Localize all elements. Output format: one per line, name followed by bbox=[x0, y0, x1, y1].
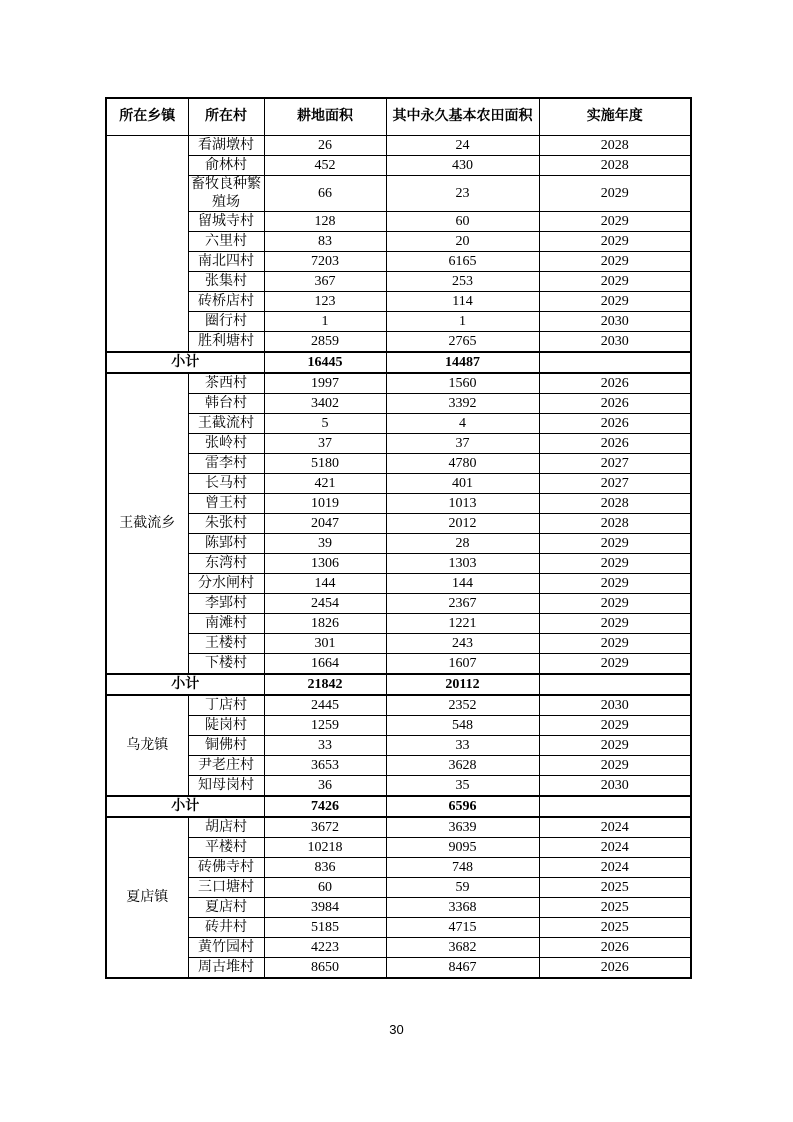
year-cell: 2029 bbox=[539, 634, 691, 654]
village-cell: 六里村 bbox=[188, 232, 264, 252]
village-cell: 俞林村 bbox=[188, 156, 264, 176]
table-row bbox=[106, 373, 691, 394]
village-cell: 丁店村 bbox=[188, 695, 264, 716]
table-row bbox=[106, 878, 691, 898]
cultivated-area-cell: 8650 bbox=[264, 958, 386, 979]
subtotal-cultivated-cell: 16445 bbox=[264, 352, 386, 373]
table-row bbox=[106, 716, 691, 736]
table-row bbox=[106, 514, 691, 534]
table-row bbox=[106, 938, 691, 958]
farmland-area-cell: 144 bbox=[386, 574, 539, 594]
subtotal-year-cell bbox=[539, 674, 691, 695]
township-cell: 夏店镇 bbox=[106, 817, 188, 978]
village-cell: 三口塘村 bbox=[188, 878, 264, 898]
table-row bbox=[106, 695, 691, 716]
farmland-area-cell: 3368 bbox=[386, 898, 539, 918]
cultivated-area-cell: 33 bbox=[264, 736, 386, 756]
subtotal-label-cell: 小计 bbox=[106, 796, 264, 817]
village-cell: 胡店村 bbox=[188, 817, 264, 838]
year-cell: 2026 bbox=[539, 958, 691, 979]
table-row bbox=[106, 272, 691, 292]
farmland-area-cell: 243 bbox=[386, 634, 539, 654]
year-cell: 2024 bbox=[539, 838, 691, 858]
table-row bbox=[106, 918, 691, 938]
year-cell: 2028 bbox=[539, 136, 691, 156]
cultivated-area-cell: 1019 bbox=[264, 494, 386, 514]
cultivated-area-cell: 2454 bbox=[264, 594, 386, 614]
year-cell: 2025 bbox=[539, 898, 691, 918]
table-row bbox=[106, 454, 691, 474]
table-row bbox=[106, 534, 691, 554]
farmland-area-cell: 2012 bbox=[386, 514, 539, 534]
farmland-table bbox=[105, 97, 692, 979]
village-cell: 张岭村 bbox=[188, 434, 264, 454]
farmland-area-cell: 6165 bbox=[386, 252, 539, 272]
subtotal-cultivated-cell: 21842 bbox=[264, 674, 386, 695]
cultivated-area-cell: 5180 bbox=[264, 454, 386, 474]
farmland-area-cell: 253 bbox=[386, 272, 539, 292]
year-cell: 2029 bbox=[539, 272, 691, 292]
table-row bbox=[106, 312, 691, 332]
cultivated-area-cell: 2859 bbox=[264, 332, 386, 353]
table-row bbox=[106, 817, 691, 838]
cultivated-area-cell: 301 bbox=[264, 634, 386, 654]
cultivated-area-cell: 421 bbox=[264, 474, 386, 494]
year-cell: 2026 bbox=[539, 373, 691, 394]
year-cell: 2029 bbox=[539, 292, 691, 312]
farmland-area-cell: 20 bbox=[386, 232, 539, 252]
cultivated-area-cell: 2445 bbox=[264, 695, 386, 716]
cultivated-area-cell: 836 bbox=[264, 858, 386, 878]
year-cell: 2028 bbox=[539, 494, 691, 514]
farmland-area-cell: 9095 bbox=[386, 838, 539, 858]
village-cell: 曾王村 bbox=[188, 494, 264, 514]
year-cell: 2029 bbox=[539, 736, 691, 756]
village-cell: 看湖墩村 bbox=[188, 136, 264, 156]
year-cell: 2028 bbox=[539, 514, 691, 534]
column-header: 所在村 bbox=[188, 98, 264, 136]
farmland-area-cell: 23 bbox=[386, 176, 539, 212]
farmland-area-cell: 401 bbox=[386, 474, 539, 494]
village-cell: 黄竹园村 bbox=[188, 938, 264, 958]
table-row bbox=[106, 594, 691, 614]
cultivated-area-cell: 3653 bbox=[264, 756, 386, 776]
cultivated-area-cell: 5 bbox=[264, 414, 386, 434]
farmland-area-cell: 4715 bbox=[386, 918, 539, 938]
village-cell: 南北四村 bbox=[188, 252, 264, 272]
farmland-area-cell: 1303 bbox=[386, 554, 539, 574]
cultivated-area-cell: 5185 bbox=[264, 918, 386, 938]
village-cell: 圈行村 bbox=[188, 312, 264, 332]
table-row bbox=[106, 838, 691, 858]
page-number: 30 bbox=[389, 1022, 404, 1037]
year-cell: 2029 bbox=[539, 716, 691, 736]
year-cell: 2029 bbox=[539, 232, 691, 252]
farmland-area-cell: 114 bbox=[386, 292, 539, 312]
year-cell: 2028 bbox=[539, 156, 691, 176]
subtotal-row bbox=[106, 352, 691, 373]
year-cell: 2029 bbox=[539, 534, 691, 554]
cultivated-area-cell: 1997 bbox=[264, 373, 386, 394]
village-cell: 长马村 bbox=[188, 474, 264, 494]
year-cell: 2029 bbox=[539, 756, 691, 776]
table-row bbox=[106, 434, 691, 454]
cultivated-area-cell: 3402 bbox=[264, 394, 386, 414]
year-cell: 2029 bbox=[539, 594, 691, 614]
cultivated-area-cell: 1306 bbox=[264, 554, 386, 574]
cultivated-area-cell: 123 bbox=[264, 292, 386, 312]
farmland-area-cell: 59 bbox=[386, 878, 539, 898]
village-cell: 南滩村 bbox=[188, 614, 264, 634]
township-cell bbox=[106, 136, 188, 353]
year-cell: 2029 bbox=[539, 176, 691, 212]
farmland-area-cell: 2367 bbox=[386, 594, 539, 614]
subtotal-cultivated-cell: 7426 bbox=[264, 796, 386, 817]
table-row bbox=[106, 156, 691, 176]
village-cell: 张集村 bbox=[188, 272, 264, 292]
year-cell: 2030 bbox=[539, 332, 691, 353]
village-cell: 尹老庄村 bbox=[188, 756, 264, 776]
farmland-area-cell: 8467 bbox=[386, 958, 539, 979]
cultivated-area-cell: 66 bbox=[264, 176, 386, 212]
subtotal-label-cell: 小计 bbox=[106, 674, 264, 695]
farmland-area-cell: 1607 bbox=[386, 654, 539, 675]
village-cell: 砖桥店村 bbox=[188, 292, 264, 312]
cultivated-area-cell: 26 bbox=[264, 136, 386, 156]
village-cell: 陡岗村 bbox=[188, 716, 264, 736]
farmland-area-cell: 1560 bbox=[386, 373, 539, 394]
village-cell: 王楼村 bbox=[188, 634, 264, 654]
year-cell: 2026 bbox=[539, 394, 691, 414]
year-cell: 2029 bbox=[539, 574, 691, 594]
farmland-area-cell: 430 bbox=[386, 156, 539, 176]
year-cell: 2029 bbox=[539, 614, 691, 634]
year-cell: 2030 bbox=[539, 776, 691, 797]
village-cell: 茶西村 bbox=[188, 373, 264, 394]
year-cell: 2030 bbox=[539, 695, 691, 716]
cultivated-area-cell: 1664 bbox=[264, 654, 386, 675]
column-header: 实施年度 bbox=[539, 98, 691, 136]
cultivated-area-cell: 452 bbox=[264, 156, 386, 176]
cultivated-area-cell: 3984 bbox=[264, 898, 386, 918]
table-row bbox=[106, 252, 691, 272]
farmland-area-cell: 3682 bbox=[386, 938, 539, 958]
farmland-area-cell: 748 bbox=[386, 858, 539, 878]
village-cell: 雷李村 bbox=[188, 454, 264, 474]
cultivated-area-cell: 7203 bbox=[264, 252, 386, 272]
year-cell: 2026 bbox=[539, 414, 691, 434]
column-header: 其中永久基本农田面积 bbox=[386, 98, 539, 136]
table-row bbox=[106, 898, 691, 918]
subtotal-farmland-cell: 20112 bbox=[386, 674, 539, 695]
village-cell: 夏店村 bbox=[188, 898, 264, 918]
table-row bbox=[106, 958, 691, 979]
year-cell: 2025 bbox=[539, 878, 691, 898]
subtotal-farmland-cell: 14487 bbox=[386, 352, 539, 373]
village-cell: 分水闸村 bbox=[188, 574, 264, 594]
farmland-area-cell: 4780 bbox=[386, 454, 539, 474]
table-row bbox=[106, 494, 691, 514]
farmland-area-cell: 3392 bbox=[386, 394, 539, 414]
cultivated-area-cell: 2047 bbox=[264, 514, 386, 534]
farmland-area-cell: 3639 bbox=[386, 817, 539, 838]
subtotal-year-cell bbox=[539, 352, 691, 373]
farmland-area-cell: 35 bbox=[386, 776, 539, 797]
village-cell: 知母岗村 bbox=[188, 776, 264, 797]
farmland-area-cell: 37 bbox=[386, 434, 539, 454]
table-row bbox=[106, 776, 691, 797]
table-row bbox=[106, 736, 691, 756]
subtotal-row bbox=[106, 796, 691, 817]
table-body bbox=[106, 136, 691, 979]
cultivated-area-cell: 1826 bbox=[264, 614, 386, 634]
table-row bbox=[106, 232, 691, 252]
farmland-area-cell: 28 bbox=[386, 534, 539, 554]
township-cell: 王截流乡 bbox=[106, 373, 188, 674]
village-cell: 胜利塘村 bbox=[188, 332, 264, 353]
year-cell: 2027 bbox=[539, 454, 691, 474]
farmland-area-cell: 24 bbox=[386, 136, 539, 156]
year-cell: 2030 bbox=[539, 312, 691, 332]
cultivated-area-cell: 128 bbox=[264, 212, 386, 232]
cultivated-area-cell: 144 bbox=[264, 574, 386, 594]
subtotal-farmland-cell: 6596 bbox=[386, 796, 539, 817]
year-cell: 2026 bbox=[539, 434, 691, 454]
village-cell: 李郢村 bbox=[188, 594, 264, 614]
table-row bbox=[106, 394, 691, 414]
year-cell: 2029 bbox=[539, 212, 691, 232]
farmland-area-cell: 1221 bbox=[386, 614, 539, 634]
cultivated-area-cell: 37 bbox=[264, 434, 386, 454]
township-cell: 乌龙镇 bbox=[106, 695, 188, 796]
cultivated-area-cell: 39 bbox=[264, 534, 386, 554]
table-row bbox=[106, 176, 691, 212]
farmland-area-cell: 3628 bbox=[386, 756, 539, 776]
farmland-area-cell: 2352 bbox=[386, 695, 539, 716]
table-row bbox=[106, 554, 691, 574]
village-cell: 周古堆村 bbox=[188, 958, 264, 979]
cultivated-area-cell: 367 bbox=[264, 272, 386, 292]
year-cell: 2029 bbox=[539, 554, 691, 574]
village-cell: 留城寺村 bbox=[188, 212, 264, 232]
table-row bbox=[106, 474, 691, 494]
village-cell: 下楼村 bbox=[188, 654, 264, 675]
year-cell: 2029 bbox=[539, 654, 691, 675]
table-row bbox=[106, 414, 691, 434]
village-cell: 东湾村 bbox=[188, 554, 264, 574]
cultivated-area-cell: 1 bbox=[264, 312, 386, 332]
year-cell: 2025 bbox=[539, 918, 691, 938]
cultivated-area-cell: 83 bbox=[264, 232, 386, 252]
village-cell: 砖井村 bbox=[188, 918, 264, 938]
village-cell: 铜佛村 bbox=[188, 736, 264, 756]
table-row bbox=[106, 756, 691, 776]
cultivated-area-cell: 60 bbox=[264, 878, 386, 898]
header-row bbox=[106, 98, 691, 136]
column-header: 耕地面积 bbox=[264, 98, 386, 136]
cultivated-area-cell: 4223 bbox=[264, 938, 386, 958]
cultivated-area-cell: 36 bbox=[264, 776, 386, 797]
farmland-area-cell: 33 bbox=[386, 736, 539, 756]
farmland-area-cell: 4 bbox=[386, 414, 539, 434]
table-row bbox=[106, 332, 691, 353]
village-cell: 朱张村 bbox=[188, 514, 264, 534]
village-cell: 畜牧良种繁殖场 bbox=[188, 176, 264, 212]
table-row bbox=[106, 858, 691, 878]
farmland-area-cell: 1 bbox=[386, 312, 539, 332]
table-row bbox=[106, 634, 691, 654]
subtotal-label-cell: 小计 bbox=[106, 352, 264, 373]
column-header: 所在乡镇 bbox=[106, 98, 188, 136]
year-cell: 2024 bbox=[539, 858, 691, 878]
table-row bbox=[106, 574, 691, 594]
cultivated-area-cell: 3672 bbox=[264, 817, 386, 838]
year-cell: 2024 bbox=[539, 817, 691, 838]
village-cell: 王截流村 bbox=[188, 414, 264, 434]
farmland-area-cell: 2765 bbox=[386, 332, 539, 353]
table-row bbox=[106, 614, 691, 634]
farmland-area-cell: 548 bbox=[386, 716, 539, 736]
farmland-area-cell: 60 bbox=[386, 212, 539, 232]
table-row bbox=[106, 654, 691, 675]
village-cell: 砖佛寺村 bbox=[188, 858, 264, 878]
year-cell: 2029 bbox=[539, 252, 691, 272]
table-header bbox=[106, 98, 691, 136]
village-cell: 韩台村 bbox=[188, 394, 264, 414]
year-cell: 2026 bbox=[539, 938, 691, 958]
cultivated-area-cell: 1259 bbox=[264, 716, 386, 736]
village-cell: 平楼村 bbox=[188, 838, 264, 858]
farmland-area-cell: 1013 bbox=[386, 494, 539, 514]
year-cell: 2027 bbox=[539, 474, 691, 494]
table-row bbox=[106, 212, 691, 232]
subtotal-row bbox=[106, 674, 691, 695]
village-cell: 陈郢村 bbox=[188, 534, 264, 554]
cultivated-area-cell: 10218 bbox=[264, 838, 386, 858]
table-row bbox=[106, 292, 691, 312]
subtotal-year-cell bbox=[539, 796, 691, 817]
table-row bbox=[106, 136, 691, 156]
